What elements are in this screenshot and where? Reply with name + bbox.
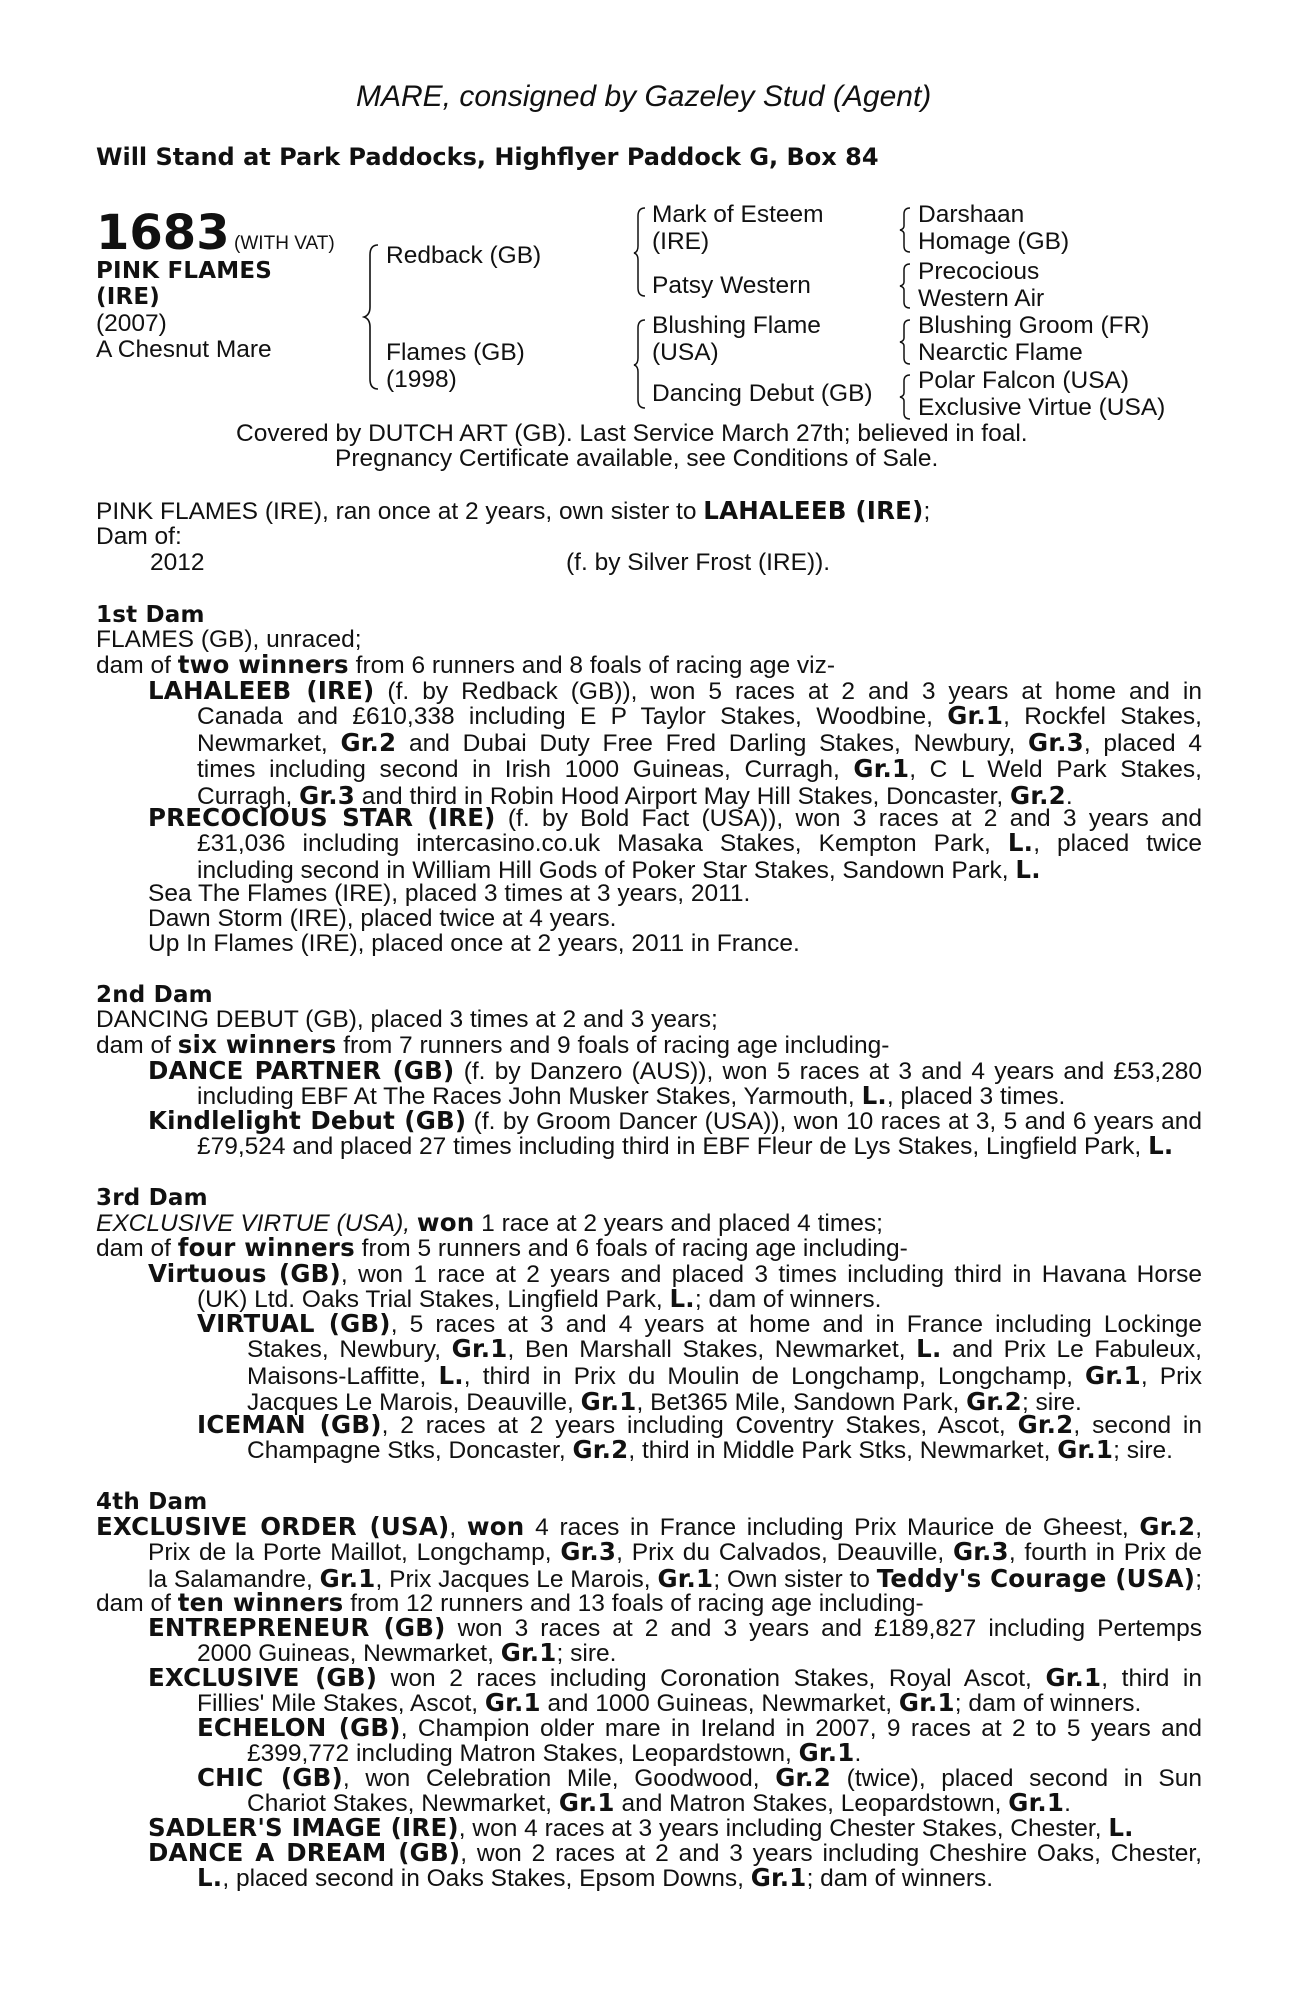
lot-number: 1683 [96, 205, 230, 261]
dam4-heading: 4th Dam [96, 1489, 208, 1515]
covered-line1: Covered by DUTCH ART (GB). Last Service March 27th; believed in foal. [236, 420, 1028, 447]
produce-precocious-star: PRECOCIOUS STAR (IRE) (f. by Bold Fact (USA)), won 3 races at 2 and 3 years and [148, 803, 1202, 832]
dam4-line-dam-of: dam of ten winners from 12 runners and 13 foals of racing age including- [96, 1588, 924, 1617]
granddam-western-air: Western Air [918, 285, 1045, 312]
produce-lahaleeb: LAHALEEB (IRE) (f. by Redback (GB)), won 5 races at 2 and 3 years at home and in [148, 676, 1202, 705]
lahaleeb-name: LAHALEEB (IRE) [703, 496, 924, 525]
produce-description: (f. by Silver Frost (IRE)). [566, 549, 831, 576]
produce-iceman: ICEMAN (GB), 2 races at 2 years including Coventry Stakes, Ascot, Gr.2, second in [197, 1410, 1202, 1439]
covered-line2: Pregnancy Certificate available, see Conditions of Sale. [335, 445, 939, 472]
produce-exclusive: EXCLUSIVE (GB) won 2 races including Coronation Stakes, Royal Ascot, Gr.1, third in [148, 1663, 1202, 1692]
produce-echelon-cont: £399,772 including Matron Stakes, Leopardstown, Gr.1. [247, 1738, 862, 1767]
produce-sea-the-flames: Sea The Flames (IRE), placed 3 times at 3 years, 2011. [148, 880, 751, 907]
dam-of-label: Dam of: [96, 523, 182, 550]
dam4-exclusive-order: EXCLUSIVE ORDER (USA), won 4 races in France including Prix Maurice de Gheest, Gr.2, [96, 1512, 1203, 1541]
produce-virtuous: Virtuous (GB), won 1 race at 2 years and placed 3 times including third in Havana Horse [148, 1259, 1202, 1288]
grandsire-blushing-groom: Blushing Groom (FR) [918, 312, 1150, 339]
produce-kindlelight-debut-cont: £79,524 and placed 27 times including third in EBF Fleur de Lys Stakes, Lingfield Park, L. [197, 1131, 1174, 1160]
grandsire-darshaan: Darshaan [918, 201, 1025, 228]
produce-lahaleeb-cont: Canada and £610,338 including E P Taylor Stakes, Woodbine, Gr.1, Rockfel Stakes, Newmarket, Gr.2 and Dubai Duty Free Fred Darling Stakes, Newbury, Gr.3, placed 4 times including second in Irish 1000 Guineas, Curragh, Gr.1, C L Weld Park Stakes, Curragh, Gr.3 and third in Robin Hood Airport May Hill Stakes, Doncaster, Gr.2. [197, 701, 1202, 810]
produce-virtual: VIRTUAL (GB), 5 races at 3 and 4 years at home and in France including Lockinge [197, 1309, 1202, 1338]
sire-sire-line2: (IRE) [652, 228, 710, 255]
granddam-exclusive-virtue: Exclusive Virtue (USA) [918, 394, 1166, 421]
intro-line: PINK FLAMES (IRE), ran once at 2 years, own sister to LAHALEEB (IRE); [96, 496, 931, 525]
grandsire-polar-falcon: Polar Falcon (USA) [918, 367, 1130, 394]
pedigree-brace-main [362, 243, 382, 393]
produce-dance-a-dream: DANCE A DREAM (GB), won 2 races at 2 and 3 years including Cheshire Oaks, Chester, [148, 1838, 1202, 1867]
dam2-line2: dam of six winners from 7 runners and 9 foals of racing age including- [96, 1030, 890, 1059]
produce-dance-a-dream-cont: L., placed second in Oaks Stakes, Epsom Downs, Gr.1; dam of winners. [197, 1863, 994, 1892]
produce-entrepreneur: ENTREPRENEUR (GB) won 3 races at 2 and 3 years and £189,827 including Pertemps [148, 1613, 1202, 1642]
dam1-heading: 1st Dam [96, 602, 205, 628]
foaling-year: (2007) [96, 310, 167, 337]
dam-year: (1998) [386, 366, 457, 393]
produce-exclusive-cont: Fillies' Mile Stakes, Ascot, Gr.1 and 1000 Guineas, Newmarket, Gr.1; dam of winners. [197, 1688, 1142, 1717]
produce-sadlers-image: SADLER'S IMAGE (IRE), won 4 races at 3 years including Chester Stakes, Chester, L. [148, 1813, 1134, 1842]
grandsire-precocious: Precocious [918, 258, 1040, 285]
produce-year: 2012 [150, 549, 205, 576]
granddam-nearctic-flame: Nearctic Flame [918, 339, 1083, 366]
produce-virtuous-cont: (UK) Ltd. Oaks Trial Stakes, Lingfield Park, L.; dam of winners. [197, 1284, 882, 1313]
dam-sire-line1: Blushing Flame [652, 312, 821, 339]
produce-up-in-flames: Up In Flames (IRE), placed once at 2 years, 2011 in France. [148, 930, 800, 957]
produce-kindlelight-debut: Kindlelight Debut (GB) (f. by Groom Dancer (USA)), won 10 races at 3, 5 and 6 years and [148, 1106, 1202, 1135]
sire-sire-line1: Mark of Esteem [652, 201, 824, 228]
pedigree-brace-g2 [898, 262, 912, 310]
dam3-line1: EXCLUSIVE VIRTUE (USA), won 1 race at 2 years and placed 4 times; [96, 1208, 883, 1237]
produce-dance-partner-cont: including EBF At The Races John Musker Stakes, Yarmouth, L., placed 3 times. [197, 1081, 1066, 1110]
sire-dam: Patsy Western [652, 272, 811, 299]
horse-name-line2: (IRE) [96, 284, 161, 310]
granddam-homage: Homage (GB) [918, 228, 1070, 255]
produce-chic: CHIC (GB), won Celebration Mile, Goodwood, Gr.2 (twice), placed second in Sun [197, 1763, 1203, 1792]
dam4-exclusive-order-cont: Prix de la Porte Maillot, Longchamp, Gr.3, Prix du Calvados, Deauville, Gr.3, fourth in Prix de la Salamandre, Gr.1, Prix Jacques Le Marois, Gr.1; Own sister to Teddy's Courage (USA); [148, 1537, 1202, 1593]
pedigree-brace-g1 [898, 206, 912, 254]
dam-dam: Dancing Debut (GB) [652, 380, 873, 407]
sire-name: Redback (GB) [386, 242, 542, 269]
dam-name: Flames (GB) [386, 339, 525, 366]
dam3-line2: dam of four winners from 5 runners and 6 foals of racing age including- [96, 1233, 908, 1262]
horse-description: A Chesnut Mare [96, 336, 272, 363]
dam1-line2: dam of two winners from 6 runners and 8 foals of racing age viz- [96, 650, 835, 679]
produce-chic-cont: Chariot Stakes, Newmarket, Gr.1 and Matron Stakes, Leopardstown, Gr.1. [247, 1788, 1071, 1817]
dam-sire-line2: (USA) [652, 339, 719, 366]
dam1-line1: FLAMES (GB), unraced; [96, 626, 362, 653]
pedigree-brace-g3 [898, 318, 912, 366]
dam2-line1: DANCING DEBUT (GB), placed 3 times at 2 and 3 years; [96, 1006, 718, 1033]
dam2-heading: 2nd Dam [96, 982, 213, 1008]
produce-precocious-star-cont: £31,036 including intercasino.co.uk Masaka Stakes, Kempton Park, L., placed twice including second in William Hill Gods of Poker Star Stakes, Sandown Park, L. [197, 828, 1203, 884]
pedigree-brace-g4 [898, 373, 912, 421]
lot-number-row [96, 205, 335, 261]
produce-iceman-cont: Champagne Stks, Doncaster, Gr.2, third in Middle Park Stks, Newmarket, Gr.1; sire. [247, 1435, 1173, 1464]
pedigree-brace-sire [632, 206, 648, 298]
stand-location: Will Stand at Park Paddocks, Highflyer Paddock G, Box 84 [96, 143, 879, 171]
produce-entrepreneur-cont: 2000 Guineas, Newmarket, Gr.1; sire. [197, 1638, 617, 1667]
produce-echelon: ECHELON (GB), Champion older mare in Ireland in 2007, 9 races at 2 to 5 years and [197, 1713, 1202, 1742]
pedigree-brace-dam [632, 318, 648, 410]
produce-virtual-cont: Stakes, Newbury, Gr.1, Ben Marshall Stakes, Newmarket, L. and Prix Le Fabuleux, Maisons-Laffitte, L., third in Prix du Moulin de Longchamp, Longchamp, Gr.1, Prix Jacques Le Marois, Deauville, Gr.1, Bet365 Mile, Sandown Park, Gr.2; sire. [247, 1334, 1203, 1417]
page-title: MARE, consigned by Gazeley Stud (Agent) [356, 80, 932, 113]
dam3-heading: 3rd Dam [96, 1185, 208, 1211]
produce-dance-partner: DANCE PARTNER (GB) (f. by Danzero (AUS)), won 5 races at 3 and 4 years and £53,280 [148, 1056, 1203, 1085]
produce-dawn-storm: Dawn Storm (IRE), placed twice at 4 years. [148, 905, 617, 932]
horse-name-line1: PINK FLAMES [96, 258, 273, 284]
vat-label: (WITH VAT) [234, 233, 335, 254]
